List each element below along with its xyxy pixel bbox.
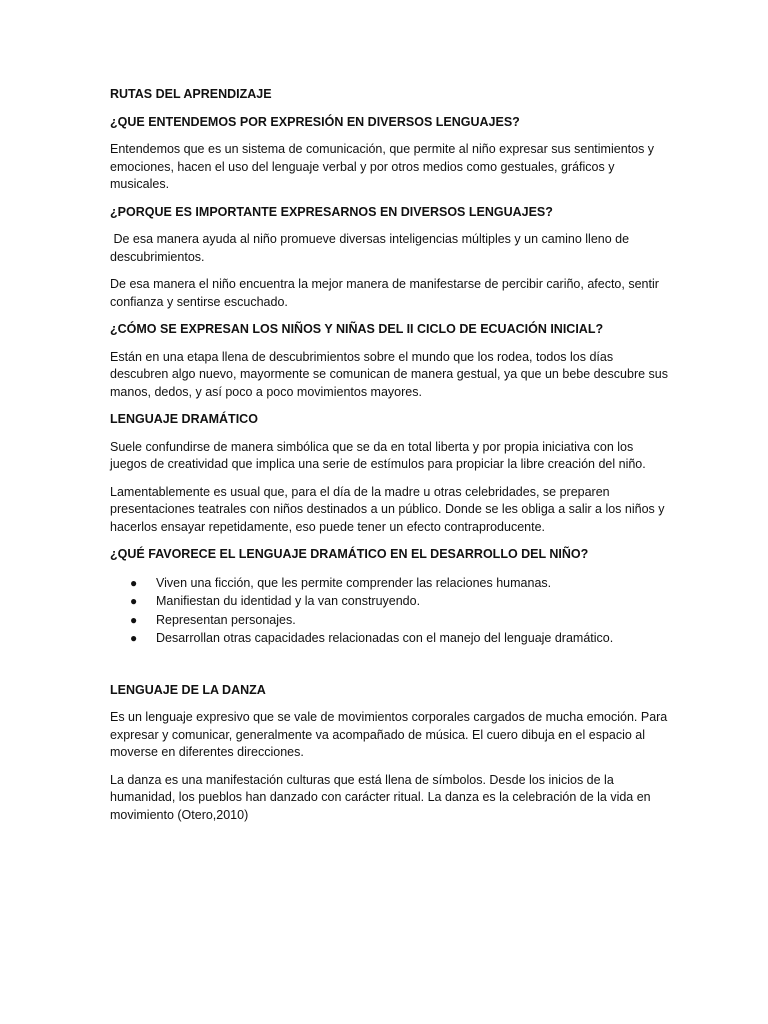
heading-danza: LENGUAJE DE LA DANZA bbox=[110, 682, 266, 697]
heading-como-expresan: ¿CÓMO SE EXPRESAN LOS NIÑOS Y NIÑAS DEL II CICLO DE ECUACIÓN INICIAL? bbox=[110, 322, 604, 336]
heading-rutas: RUTAS DEL APRENDIZAJE bbox=[110, 87, 272, 101]
list-item: ● Desarrollan otras capacidades relacionadas con el manejo del lenguaje dramático. bbox=[110, 629, 668, 648]
paragraph-manifestarse: De esa manera el niño encuentra la mejor manera de manifestarse de percibir cariño, afecto, sentir confianza y sentirse escuchado. bbox=[110, 277, 659, 309]
paragraph-entendemos: Entendemos que es un sistema de comunicación, que permite al niño expresar sus sentimientos y emociones, hacen el uso del lenguaje verbal y por otros medios como gestuales, gráficos y musicales. bbox=[110, 142, 655, 191]
bullet-list bbox=[110, 574, 668, 648]
bullet-icon: ● bbox=[130, 631, 138, 645]
heading-favorece: ¿QUÉ FAVORECE EL LENGUAJE DRAMÁTICO EN EL DESARROLLO DEL NIÑO? bbox=[110, 547, 589, 561]
bullet-icon: ● bbox=[130, 575, 138, 590]
heading-importante: ¿PORQUE ES IMPORTANTE EXPRESARNOS EN DIVERSOS LENGUAJES? bbox=[110, 204, 553, 219]
list-item: ● Viven una ficción, que les permite comprender las relaciones humanas. bbox=[110, 574, 668, 593]
list-item: ● Manifiestan du identidad y la van construyendo. bbox=[110, 592, 668, 611]
paragraph-etapa: Están en una etapa llena de descubrimientos sobre el mundo que los rodea, todos los días descubren algo nuevo, mayormente se comunican de manera gestual, ya que un bebe descubre sus manos, dedos, y así poco a poco movimientos mayores. bbox=[110, 349, 668, 399]
paragraph-lamentablemente: Lamentablemente es usual que, para el día de la madre u otras celebridades, se preparen presentaciones teatrales con niños destinados a un público. Donde se les obliga a salir a los niños y hacerlos ensayar repetidamente, eso puede tener un efecto contraproducente. bbox=[110, 484, 665, 534]
paragraph-lenguaje-expresivo: Es un lenguaje expresivo que se vale de movimientos corporales cargados de mucha emoción. Para expresar y comunicar, generalmente va acompañado de música. El cuero dibuja en el espacio al moverse en diferentes direcciones. bbox=[110, 710, 668, 759]
heading-expresion: ¿QUE ENTENDEMOS POR EXPRESIÓN EN DIVERSOS LENGUAJES? bbox=[110, 114, 520, 129]
bullet-icon: ● bbox=[130, 594, 138, 608]
paragraph-manifestacion: La danza es una manifestación culturas que está llena de símbolos. Desde los inicios de la humanidad, los pueblos han danzado con carácter ritual. La danza es la celebración de la vida en movimiento (Otero,2010) bbox=[110, 772, 651, 822]
list-item: ● Representan personajes. bbox=[110, 611, 668, 630]
bullet-icon: ● bbox=[130, 612, 138, 627]
heading-lenguaje-dramatico: LENGUAJE DRAMÁTICO bbox=[110, 412, 258, 426]
spacer bbox=[110, 658, 668, 682]
paragraph-simbolica: Suele confundirse de manera simbólica que se da en total liberta y por propia iniciativa con los juegos de creatividad que implica una serie de estímulos para propiciar la libre creación del niño. bbox=[110, 439, 646, 471]
paragraph-ayuda: De esa manera ayuda al niño promueve diversas inteligencias múltiples y un camino lleno de descubrimientos. bbox=[110, 232, 633, 264]
